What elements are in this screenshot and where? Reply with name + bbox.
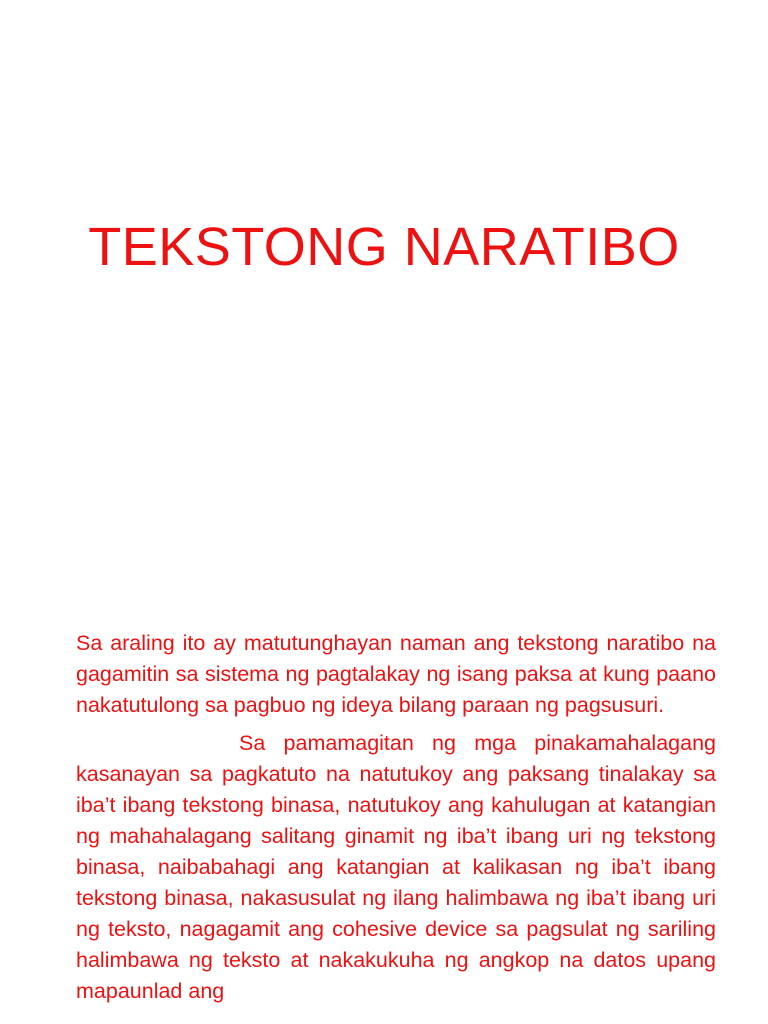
body-text: [76, 628, 716, 1014]
paragraph-intro: Sa araling ito ay matutunghayan naman ang tekstong naratibo na gagamitin sa sistema ng pagtalakay ng isang paksa at kung paano nakatutulong sa pagbuo ng ideya bilang paraan ng pagsusuri.: [76, 631, 716, 717]
slide-title: TEKSTONG NARATIBO: [88, 217, 680, 277]
paragraph-skills: Sa pamamagitan ng mga pinakamahalagang kasanayan sa pagkatuto na natutukoy ang paksang tinalakay sa iba’t ibang tekstong binasa, natutukoy ang kahulugan at katangian ng mahahalagang salitang ginamit ng iba’t ibang uri ng tekstong binasa, naibabahagi ang katangian at kalikasan ng iba’t ibang tekstong binasa, nakasusulat ng ilang halimbawa ng iba’t ibang uri ng teksto, nagagamit ang cohesive device sa pagsulat ng sariling halimbawa ng teksto at nakakukuha ng angkop na datos upang mapaunlad ang: [76, 731, 716, 1003]
